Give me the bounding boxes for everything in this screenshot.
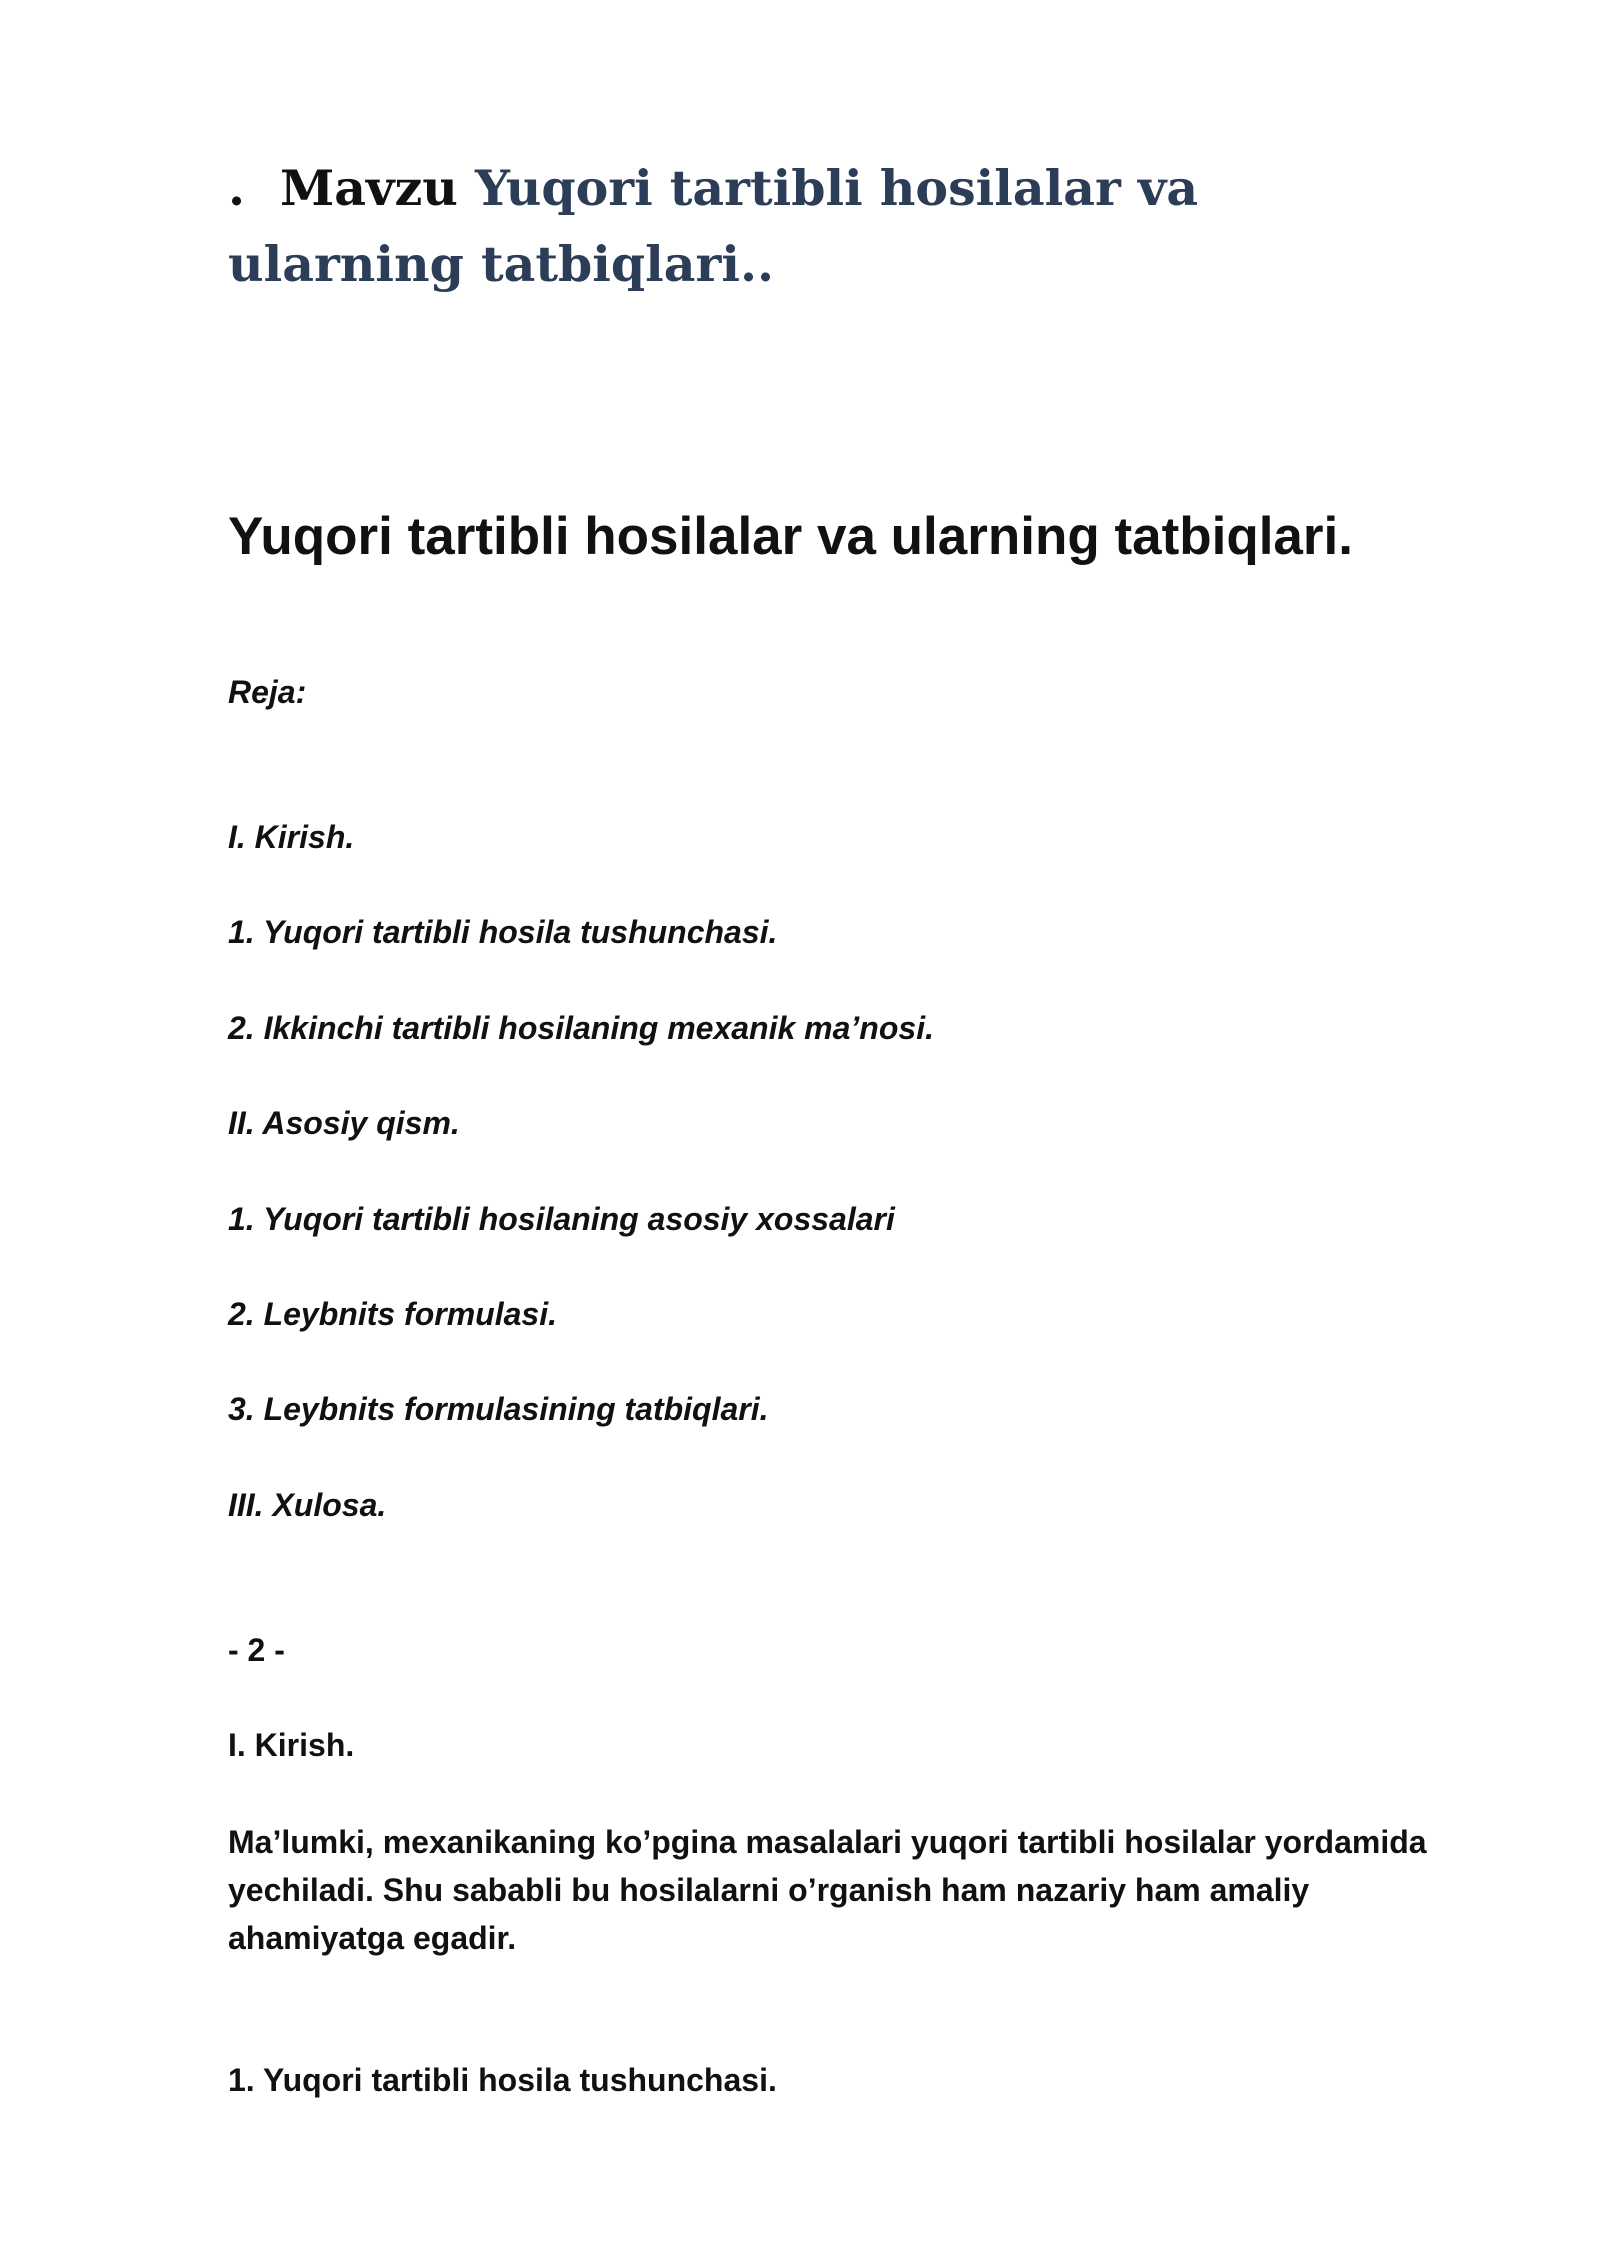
- plan-item: 1. Yuqori tartibli hosila tushunchasi.: [228, 914, 778, 950]
- page-number: - 2 -: [228, 1632, 285, 1668]
- plan-item: 1. Yuqori tartibli hosilaning asosiy xossalari: [228, 1201, 895, 1237]
- plan-item: I. Kirish.: [228, 819, 355, 855]
- subsection-heading: 1. Yuqori tartibli hosila tushunchasi.: [228, 2062, 777, 2098]
- document-title: Yuqori tartibli hosilalar va ularning tatbiqlari.: [228, 507, 1353, 566]
- intro-paragraph: Ma’lumki, mexanikaning ko’pgina masalalari yuqori tartibli hosilalar yordamida yechiladi. Shu sababli bu hosilalarni o’rganish ham nazariy ham amaliy ahamiyatga egadir.: [228, 1824, 1427, 1956]
- plan-item: II. Asosiy qism.: [228, 1105, 460, 1141]
- section-heading: I. Kirish.: [228, 1727, 355, 1763]
- heading-bullet: .: [228, 159, 246, 217]
- heading-lead: Mavzu: [280, 159, 458, 217]
- plan-item: 2. Leybnits formulasi.: [228, 1296, 557, 1332]
- plan-item: 2. Ikkinchi tartibli hosilaning mexanik ma’nosi.: [228, 1010, 934, 1046]
- plan-item: 3. Leybnits formulasining tatbiqlari.: [228, 1391, 769, 1427]
- heading-topic: Yuqori tartibli hosilalar va ularning tatbiqlari..: [228, 159, 1199, 293]
- plan-label: Reja:: [228, 674, 307, 710]
- topic-heading: [228, 150, 1408, 302]
- plan-item: III. Xulosa.: [228, 1487, 387, 1523]
